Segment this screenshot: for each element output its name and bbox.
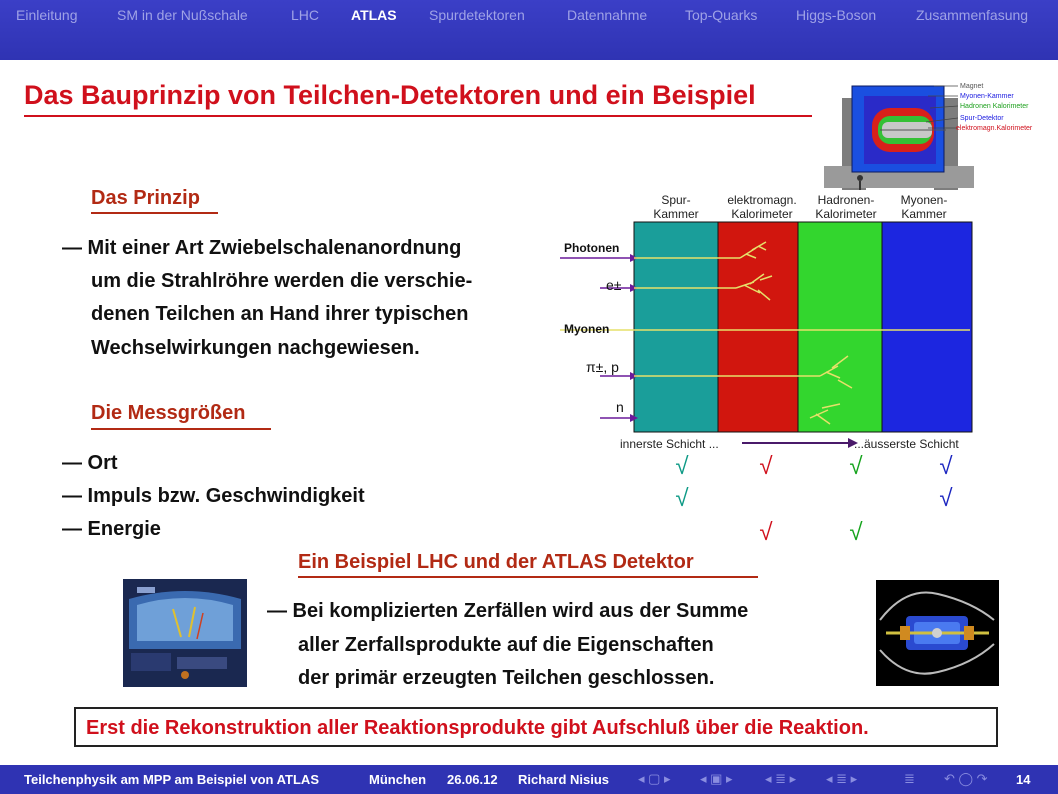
particle-label-electron: e±	[606, 277, 622, 293]
layer-myonenkammer	[882, 222, 972, 432]
prinzip-line-1: — Mit einer Art Zwiebelschalenanordnung	[62, 237, 462, 259]
nav-toc-icon[interactable]: ≣	[904, 771, 915, 786]
check-ort-spur: √	[675, 453, 689, 480]
nav-item-einleitung[interactable]: Einleitung	[16, 7, 78, 23]
nav-item-lhc[interactable]: LHC	[291, 7, 320, 23]
col-header-had-1: Hadronen-	[817, 193, 875, 207]
nav-item-sm[interactable]: SM in der Nußschale	[117, 7, 248, 23]
particle-label-photonen: Photonen	[564, 241, 620, 255]
nav-prev-subsection-icon[interactable]: ◂ ▣ ▸	[700, 771, 733, 786]
atlas-event-display-thumbnail	[123, 579, 247, 687]
detector-layer-diagram	[560, 190, 980, 550]
nav-item-zusammenfasung[interactable]: Zusammenfasung	[916, 7, 1029, 23]
atlas-label-spur: Spur-Detektor	[960, 115, 1004, 122]
footer-date: 26.06.12	[447, 772, 498, 787]
particle-label-pion-proton: π±, p	[586, 359, 619, 375]
title-underline	[24, 115, 812, 117]
check-energie-had: √	[849, 519, 863, 546]
check-impuls-spur: √	[675, 485, 689, 512]
col-header-myon-2: Kammer	[901, 207, 947, 221]
nav-search-icon[interactable]: ↶ ◯ ↷	[944, 771, 988, 786]
messgroesse-impuls: — Impuls bzw. Geschwindigkeit	[62, 485, 365, 507]
section-underline-messgroessen	[91, 428, 271, 430]
slide-title: Das Bauprinzip von Teilchen-Detektoren und ein Beispiel	[24, 80, 756, 110]
check-ort-em: √	[759, 453, 773, 480]
particle-label-myonen: Myonen	[564, 322, 610, 336]
atlas-label-hadronen: Hadronen Kalorimeter	[960, 103, 1029, 110]
nav-prev-part-icon[interactable]: ◂ ≣ ▸	[826, 771, 858, 786]
beispiel-line-2: aller Zerfallsprodukte auf die Eigenschaften	[298, 634, 714, 656]
layer-had-kalorimeter	[798, 222, 882, 432]
section-underline-prinzip	[91, 212, 218, 214]
particle-label-neutron: n	[616, 399, 624, 415]
atlas-detector-thumbnail	[816, 78, 1038, 196]
section-heading-beispiel: Ein Beispiel LHC und der ATLAS Detektor	[298, 551, 694, 573]
footer-location: München	[369, 772, 427, 787]
messgroesse-ort: — Ort	[62, 452, 118, 474]
conclusion-text: Erst die Rekonstruktion aller Reaktionsprodukte gibt Aufschluß über die Reaktion.	[86, 717, 869, 739]
col-header-spur-2: Kammer	[653, 207, 699, 221]
outer-layer-label: ...äusserste Schicht	[854, 437, 959, 451]
footer-bar	[0, 765, 1058, 794]
layer-spurkammer	[634, 222, 718, 432]
check-energie-em: √	[759, 519, 773, 546]
beispiel-line-3: der primär erzeugten Teilchen geschlossen.	[298, 667, 715, 689]
inner-layer-label: innerste Schicht ...	[620, 437, 719, 451]
messgroesse-energie: — Energie	[62, 518, 161, 540]
section-heading-messgroessen: Die Messgrößen	[91, 402, 246, 424]
section-heading-prinzip: Das Prinzip	[91, 187, 200, 209]
nav-prev-section-icon[interactable]: ◂ ≣ ▸	[765, 771, 797, 786]
nav-item-atlas[interactable]: ATLAS	[351, 7, 397, 23]
footer-author: Richard Nisius	[518, 772, 610, 787]
prinzip-line-2: um die Strahlröhre werden die verschie-	[91, 270, 473, 292]
col-header-spur-1: Spur-	[661, 193, 691, 207]
nav-item-higgs-boson[interactable]: Higgs-Boson	[796, 7, 877, 23]
prinzip-line-3: denen Teilchen an Hand ihrer typischen	[91, 303, 469, 325]
check-ort-had: √	[849, 453, 863, 480]
check-impuls-myon: √	[939, 485, 953, 512]
nav-item-spurdetektoren[interactable]: Spurdetektoren	[429, 7, 525, 23]
atlas-label-magnet: Magnet	[960, 83, 984, 90]
top-navigation-bar	[0, 0, 1058, 60]
nav-prev-frame-icon[interactable]: ◂ ▢ ▸	[638, 771, 671, 786]
section-underline-beispiel	[298, 576, 758, 578]
check-ort-myon: √	[939, 453, 953, 480]
conclusion-box	[74, 707, 998, 747]
col-header-em-2: Kalorimeter	[731, 207, 793, 221]
beispiel-line-1: — Bei komplizierten Zerfällen wird aus der Summe	[267, 600, 749, 622]
prinzip-line-4: Wechselwirkungen nachgewiesen.	[91, 337, 420, 359]
col-header-em-1: elektromagn.	[727, 193, 797, 207]
atlas-label-myonen: Myonen-Kammer	[960, 93, 1014, 100]
nav-item-top-quarks[interactable]: Top-Quarks	[685, 7, 758, 23]
footer-title: Teilchenphysik am MPP am Beispiel von ATLAS	[24, 772, 319, 787]
atlas-detector-render-thumbnail	[876, 580, 999, 686]
footer-page-number: 14	[1016, 772, 1031, 787]
col-header-had-2: Kalorimeter	[815, 207, 877, 221]
col-header-myon-1: Myonen-	[900, 193, 948, 207]
nav-item-datennahme[interactable]: Datennahme	[567, 7, 648, 23]
atlas-label-emcal: elektromagn.Kalorimeter	[956, 125, 1033, 132]
layer-em-kalorimeter	[718, 222, 798, 432]
